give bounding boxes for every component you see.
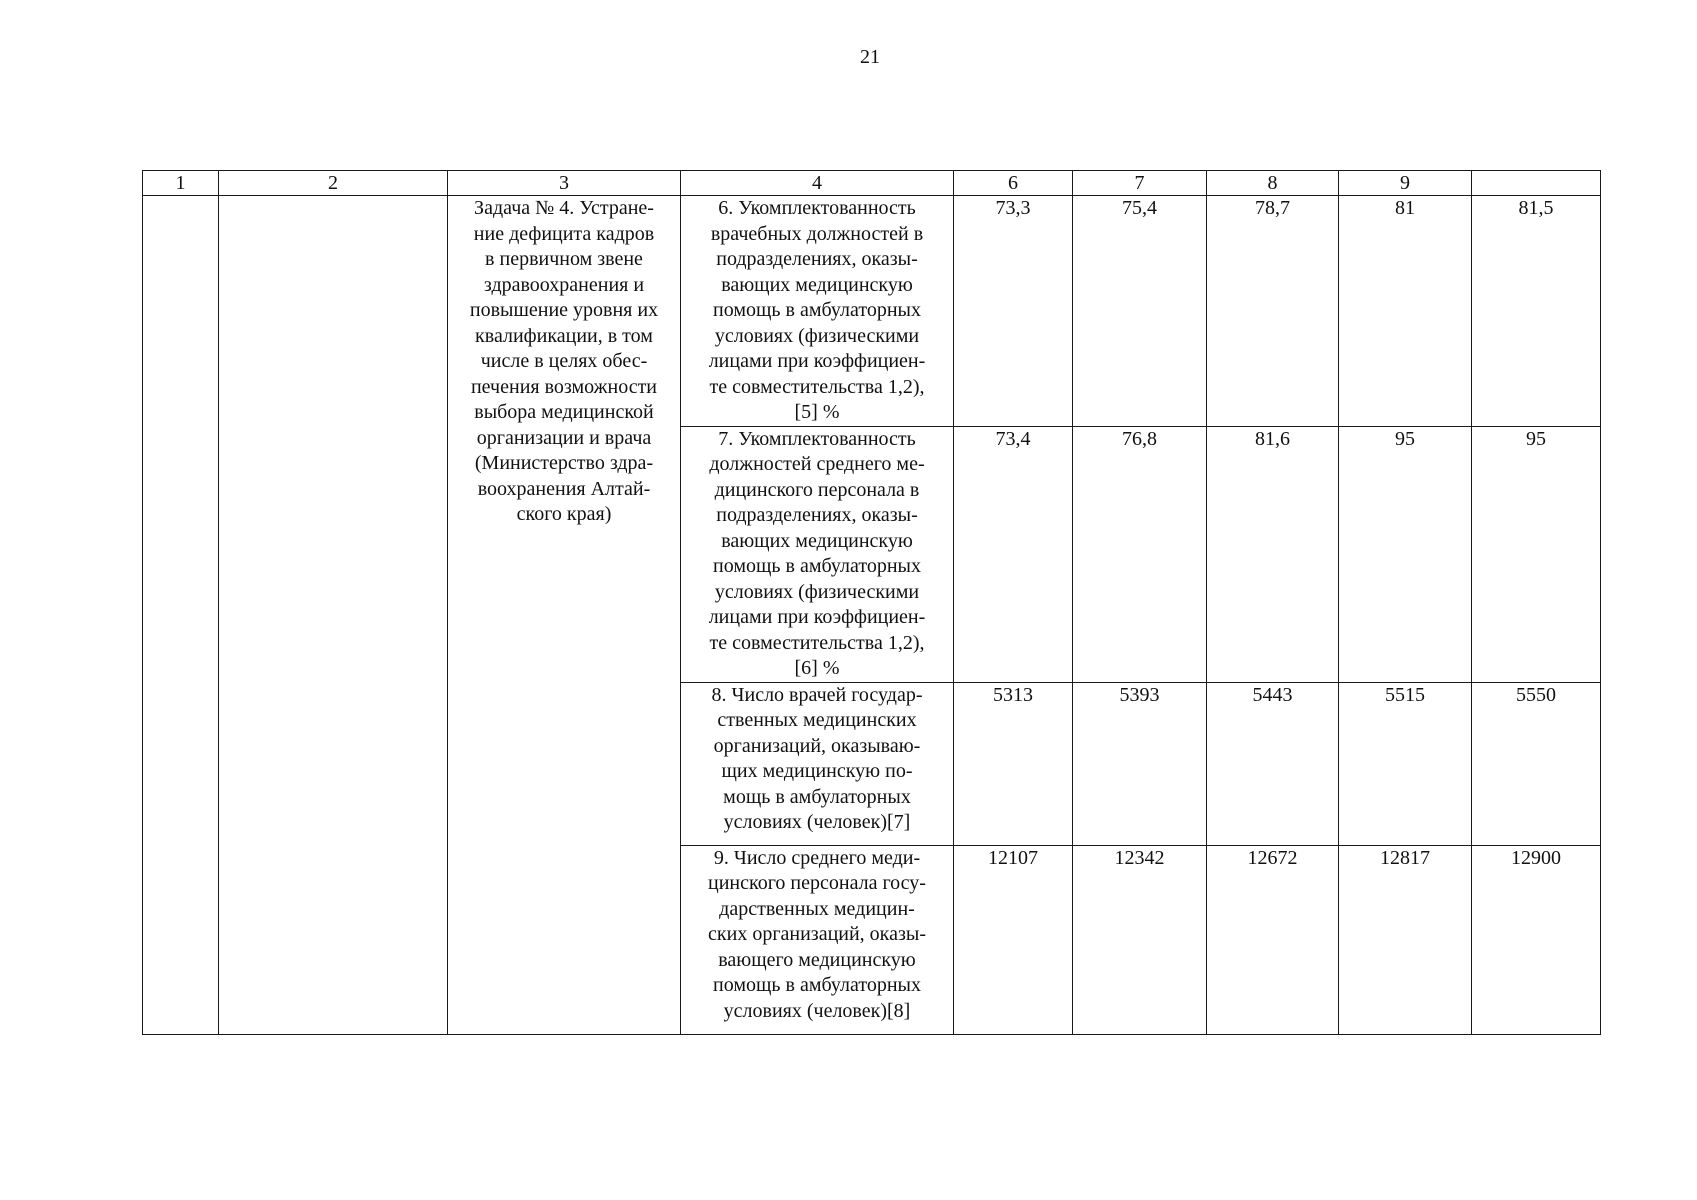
indicator-text: 9. Число среднего меди- цинского персонала госу- дарственных медицин- ских организаций, оказы- вающего медицинскую помощь в амбулаторных условиях (человек)[8] (708, 846, 926, 1022)
value-cell: 73,4 (954, 426, 1073, 682)
value-cell: 73,3 (954, 196, 1073, 427)
value-cell: 75,4 (1073, 196, 1207, 427)
indicator-cell (681, 682, 954, 845)
value-cell: 81 (1339, 196, 1472, 427)
header-col-2: 2 (219, 171, 448, 196)
table-row (143, 196, 1601, 427)
header-col-7: 7 (1073, 171, 1207, 196)
indicator-text: 8. Число врачей государ- ственных медицинских организаций, оказываю- щих медицинскую по- мощь в амбулаторных условиях (человек)[7] (711, 683, 923, 833)
value-cell: 95 (1339, 426, 1472, 682)
header-col-4: 4 (681, 171, 954, 196)
value-cell: 95 (1472, 426, 1601, 682)
indicator-text: 7. Укомплектованность должностей среднего ме- дицинского персонала в подразделениях, оказы- вающих медицинскую помощь в амбулаторных условиях (физическими лицами при коэффициен- те совместительства 1,2), [6] % (708, 427, 926, 679)
value-cell: 12900 (1472, 845, 1601, 1034)
value-cell: 78,7 (1207, 196, 1339, 427)
value-cell: 5393 (1073, 682, 1207, 845)
value-cell: 76,8 (1073, 426, 1207, 682)
value-cell: 5443 (1207, 682, 1339, 845)
task-text: Задача № 4. Устране- ние дефицита кадров в первичном звене здравоохранения и повышение уровня их квалификации, в том числе в целях обес- печения возможности выбора медицинской организации и врача (Министерство здра- воохранения Алтай- ского края) (469, 197, 659, 525)
value-cell: 12107 (954, 845, 1073, 1034)
value-cell: 5313 (954, 682, 1073, 845)
indicator-cell (681, 196, 954, 427)
value-cell: 81,5 (1472, 196, 1601, 427)
page-number: 21 (860, 46, 880, 68)
header-col-6: 6 (954, 171, 1073, 196)
value-cell: 12672 (1207, 845, 1339, 1034)
value-cell: 5515 (1339, 682, 1472, 845)
value-cell: 5550 (1472, 682, 1601, 845)
header-col-1: 1 (143, 171, 219, 196)
indicators-table (142, 170, 1601, 1035)
header-col-10 (1472, 171, 1601, 196)
cell-col-1 (143, 196, 219, 1035)
task-cell (448, 196, 681, 1035)
indicator-cell (681, 845, 954, 1034)
header-col-8: 8 (1207, 171, 1339, 196)
table-header-row (143, 171, 1601, 196)
header-col-3: 3 (448, 171, 681, 196)
value-cell: 81,6 (1207, 426, 1339, 682)
indicator-cell (681, 426, 954, 682)
value-cell: 12342 (1073, 845, 1207, 1034)
value-cell: 12817 (1339, 845, 1472, 1034)
indicator-text: 6. Укомплектованность врачебных должностей в подразделениях, оказы- вающих медицинскую помощь в амбулаторных условиях (физическими лицами при коэффициен- те совместительства 1,2), [5] % (708, 197, 926, 423)
header-col-9: 9 (1339, 171, 1472, 196)
cell-col-2 (219, 196, 448, 1035)
